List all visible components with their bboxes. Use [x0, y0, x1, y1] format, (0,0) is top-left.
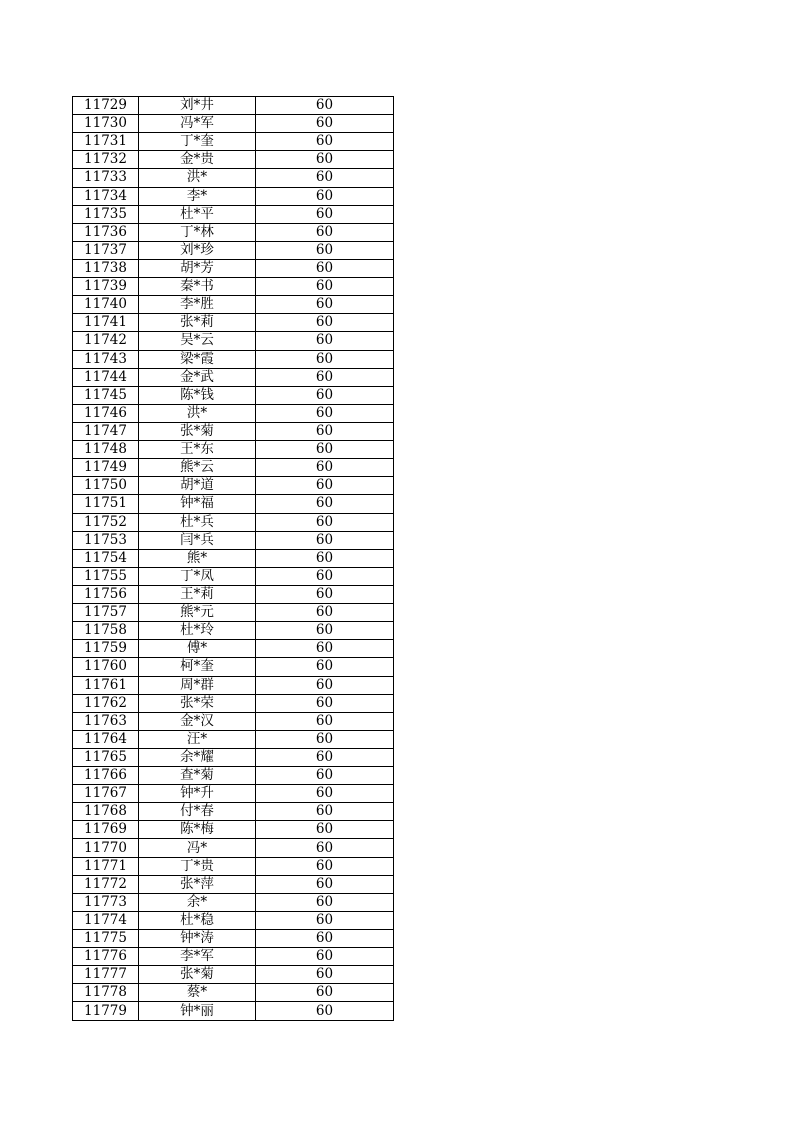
- table-row: [73, 422, 394, 440]
- row-id-cell: 11740: [73, 296, 139, 314]
- row-amount-cell: 60: [256, 223, 394, 241]
- row-id-cell: 11773: [73, 893, 139, 911]
- row-id-cell: 11768: [73, 803, 139, 821]
- row-name-cell: 钟*丽: [139, 1002, 256, 1020]
- row-name-cell: 杜*玲: [139, 622, 256, 640]
- row-amount-cell: 60: [256, 477, 394, 495]
- row-amount-cell: 60: [256, 151, 394, 169]
- row-amount-cell: 60: [256, 640, 394, 658]
- table-row: [73, 785, 394, 803]
- row-name-cell: 吴*云: [139, 332, 256, 350]
- row-id-cell: 11766: [73, 767, 139, 785]
- row-amount-cell: 60: [256, 694, 394, 712]
- row-id-cell: 11744: [73, 368, 139, 386]
- row-name-cell: 丁*贵: [139, 857, 256, 875]
- table-row: [73, 350, 394, 368]
- row-amount-cell: 60: [256, 549, 394, 567]
- table-row: [73, 115, 394, 133]
- table-row: [73, 133, 394, 151]
- table-row: [73, 604, 394, 622]
- row-name-cell: 冯*: [139, 839, 256, 857]
- table-row: [73, 1002, 394, 1020]
- row-name-cell: 柯*奎: [139, 658, 256, 676]
- row-amount-cell: 60: [256, 495, 394, 513]
- table-row: [73, 531, 394, 549]
- row-amount-cell: 60: [256, 930, 394, 948]
- row-id-cell: 11776: [73, 948, 139, 966]
- table-row: [73, 549, 394, 567]
- row-id-cell: 11748: [73, 441, 139, 459]
- table-row: [73, 205, 394, 223]
- row-name-cell: 王*东: [139, 441, 256, 459]
- table-row: [73, 676, 394, 694]
- table-row: [73, 585, 394, 603]
- table-row: [73, 404, 394, 422]
- row-name-cell: 张*菊: [139, 422, 256, 440]
- table-row: [73, 296, 394, 314]
- row-name-cell: 钟*升: [139, 785, 256, 803]
- row-amount-cell: 60: [256, 767, 394, 785]
- row-id-cell: 11749: [73, 459, 139, 477]
- row-name-cell: 丁*林: [139, 223, 256, 241]
- table-row: [73, 803, 394, 821]
- row-id-cell: 11774: [73, 911, 139, 929]
- row-id-cell: 11770: [73, 839, 139, 857]
- row-id-cell: 11759: [73, 640, 139, 658]
- row-amount-cell: 60: [256, 133, 394, 151]
- row-name-cell: 傅*: [139, 640, 256, 658]
- row-id-cell: 11757: [73, 604, 139, 622]
- row-amount-cell: 60: [256, 785, 394, 803]
- table-row: [73, 911, 394, 929]
- row-id-cell: 11761: [73, 676, 139, 694]
- row-name-cell: 张*荣: [139, 694, 256, 712]
- row-id-cell: 11771: [73, 857, 139, 875]
- row-name-cell: 周*群: [139, 676, 256, 694]
- row-amount-cell: 60: [256, 821, 394, 839]
- table-row: [73, 658, 394, 676]
- row-name-cell: 张*菊: [139, 966, 256, 984]
- row-amount-cell: 60: [256, 839, 394, 857]
- row-amount-cell: 60: [256, 1002, 394, 1020]
- row-id-cell: 11737: [73, 241, 139, 259]
- row-amount-cell: 60: [256, 314, 394, 332]
- row-amount-cell: 60: [256, 585, 394, 603]
- row-name-cell: 付*春: [139, 803, 256, 821]
- row-id-cell: 11731: [73, 133, 139, 151]
- row-amount-cell: 60: [256, 278, 394, 296]
- row-amount-cell: 60: [256, 187, 394, 205]
- row-name-cell: 张*萍: [139, 875, 256, 893]
- row-id-cell: 11741: [73, 314, 139, 332]
- row-amount-cell: 60: [256, 748, 394, 766]
- row-id-cell: 11775: [73, 930, 139, 948]
- row-name-cell: 陈*梅: [139, 821, 256, 839]
- row-name-cell: 金*贵: [139, 151, 256, 169]
- table-row: [73, 730, 394, 748]
- row-name-cell: 杜*平: [139, 205, 256, 223]
- row-name-cell: 张*莉: [139, 314, 256, 332]
- row-amount-cell: 60: [256, 404, 394, 422]
- row-amount-cell: 60: [256, 712, 394, 730]
- row-id-cell: 11738: [73, 259, 139, 277]
- table-row: [73, 930, 394, 948]
- row-name-cell: 胡*道: [139, 477, 256, 495]
- row-amount-cell: 60: [256, 459, 394, 477]
- table-row: [73, 332, 394, 350]
- row-id-cell: 11779: [73, 1002, 139, 1020]
- row-id-cell: 11730: [73, 115, 139, 133]
- row-id-cell: 11736: [73, 223, 139, 241]
- row-amount-cell: 60: [256, 604, 394, 622]
- row-id-cell: 11763: [73, 712, 139, 730]
- row-id-cell: 11739: [73, 278, 139, 296]
- table-row: [73, 640, 394, 658]
- table-row: [73, 495, 394, 513]
- row-name-cell: 李*: [139, 187, 256, 205]
- row-name-cell: 闫*兵: [139, 531, 256, 549]
- row-name-cell: 李*军: [139, 948, 256, 966]
- table-row: [73, 984, 394, 1002]
- row-amount-cell: 60: [256, 97, 394, 115]
- row-name-cell: 钟*福: [139, 495, 256, 513]
- row-name-cell: 洪*: [139, 404, 256, 422]
- row-name-cell: 余*: [139, 893, 256, 911]
- row-name-cell: 余*耀: [139, 748, 256, 766]
- row-amount-cell: 60: [256, 984, 394, 1002]
- row-amount-cell: 60: [256, 441, 394, 459]
- table-row: [73, 386, 394, 404]
- row-amount-cell: 60: [256, 893, 394, 911]
- table-row: [73, 712, 394, 730]
- row-amount-cell: 60: [256, 422, 394, 440]
- row-amount-cell: 60: [256, 332, 394, 350]
- row-id-cell: 11777: [73, 966, 139, 984]
- row-id-cell: 11754: [73, 549, 139, 567]
- row-name-cell: 金*汉: [139, 712, 256, 730]
- row-amount-cell: 60: [256, 513, 394, 531]
- table-row: [73, 368, 394, 386]
- table-row: [73, 748, 394, 766]
- table-row: [73, 839, 394, 857]
- row-amount-cell: 60: [256, 241, 394, 259]
- row-name-cell: 汪*: [139, 730, 256, 748]
- row-name-cell: 丁*奎: [139, 133, 256, 151]
- data-table: [72, 96, 394, 1021]
- row-amount-cell: 60: [256, 857, 394, 875]
- row-name-cell: 冯*军: [139, 115, 256, 133]
- row-amount-cell: 60: [256, 205, 394, 223]
- table-row: [73, 278, 394, 296]
- table-row: [73, 169, 394, 187]
- row-id-cell: 11758: [73, 622, 139, 640]
- row-amount-cell: 60: [256, 350, 394, 368]
- table-row: [73, 821, 394, 839]
- row-id-cell: 11778: [73, 984, 139, 1002]
- table-row: [73, 767, 394, 785]
- row-name-cell: 刘*珍: [139, 241, 256, 259]
- row-id-cell: 11772: [73, 875, 139, 893]
- row-amount-cell: 60: [256, 911, 394, 929]
- table-row: [73, 259, 394, 277]
- table-row: [73, 223, 394, 241]
- table-row: [73, 622, 394, 640]
- row-id-cell: 11751: [73, 495, 139, 513]
- row-amount-cell: 60: [256, 368, 394, 386]
- row-amount-cell: 60: [256, 803, 394, 821]
- row-id-cell: 11729: [73, 97, 139, 115]
- table-row: [73, 441, 394, 459]
- row-id-cell: 11732: [73, 151, 139, 169]
- table-row: [73, 857, 394, 875]
- row-id-cell: 11750: [73, 477, 139, 495]
- row-id-cell: 11769: [73, 821, 139, 839]
- row-id-cell: 11765: [73, 748, 139, 766]
- row-id-cell: 11745: [73, 386, 139, 404]
- table-row: [73, 948, 394, 966]
- table-row: [73, 893, 394, 911]
- row-name-cell: 熊*云: [139, 459, 256, 477]
- row-name-cell: 梁*霞: [139, 350, 256, 368]
- row-id-cell: 11743: [73, 350, 139, 368]
- row-name-cell: 秦*书: [139, 278, 256, 296]
- table-row: [73, 187, 394, 205]
- row-amount-cell: 60: [256, 966, 394, 984]
- row-id-cell: 11742: [73, 332, 139, 350]
- row-amount-cell: 60: [256, 658, 394, 676]
- row-id-cell: 11746: [73, 404, 139, 422]
- table-row: [73, 314, 394, 332]
- row-amount-cell: 60: [256, 875, 394, 893]
- row-name-cell: 熊*元: [139, 604, 256, 622]
- row-name-cell: 金*武: [139, 368, 256, 386]
- row-name-cell: 杜*稳: [139, 911, 256, 929]
- row-name-cell: 陈*钱: [139, 386, 256, 404]
- table-row: [73, 966, 394, 984]
- row-amount-cell: 60: [256, 531, 394, 549]
- row-name-cell: 丁*凤: [139, 567, 256, 585]
- row-amount-cell: 60: [256, 676, 394, 694]
- row-amount-cell: 60: [256, 567, 394, 585]
- row-id-cell: 11760: [73, 658, 139, 676]
- row-id-cell: 11735: [73, 205, 139, 223]
- row-amount-cell: 60: [256, 948, 394, 966]
- row-amount-cell: 60: [256, 730, 394, 748]
- row-id-cell: 11764: [73, 730, 139, 748]
- row-name-cell: 杜*兵: [139, 513, 256, 531]
- row-id-cell: 11733: [73, 169, 139, 187]
- table-row: [73, 477, 394, 495]
- row-name-cell: 王*莉: [139, 585, 256, 603]
- row-amount-cell: 60: [256, 386, 394, 404]
- table-row: [73, 459, 394, 477]
- row-id-cell: 11734: [73, 187, 139, 205]
- table-body: [73, 97, 394, 1021]
- row-name-cell: 李*胜: [139, 296, 256, 314]
- row-name-cell: 钟*涛: [139, 930, 256, 948]
- row-amount-cell: 60: [256, 622, 394, 640]
- table-row: [73, 567, 394, 585]
- row-id-cell: 11752: [73, 513, 139, 531]
- row-id-cell: 11755: [73, 567, 139, 585]
- table-row: [73, 151, 394, 169]
- table-row: [73, 241, 394, 259]
- table-row: [73, 694, 394, 712]
- row-id-cell: 11747: [73, 422, 139, 440]
- row-amount-cell: 60: [256, 115, 394, 133]
- row-name-cell: 蔡*: [139, 984, 256, 1002]
- row-amount-cell: 60: [256, 296, 394, 314]
- row-id-cell: 11753: [73, 531, 139, 549]
- row-name-cell: 熊*: [139, 549, 256, 567]
- row-id-cell: 11756: [73, 585, 139, 603]
- table-row: [73, 513, 394, 531]
- row-name-cell: 胡*芳: [139, 259, 256, 277]
- row-name-cell: 查*菊: [139, 767, 256, 785]
- table-row: [73, 97, 394, 115]
- table-row: [73, 875, 394, 893]
- row-name-cell: 刘*井: [139, 97, 256, 115]
- row-amount-cell: 60: [256, 259, 394, 277]
- row-name-cell: 洪*: [139, 169, 256, 187]
- row-amount-cell: 60: [256, 169, 394, 187]
- row-id-cell: 11762: [73, 694, 139, 712]
- row-id-cell: 11767: [73, 785, 139, 803]
